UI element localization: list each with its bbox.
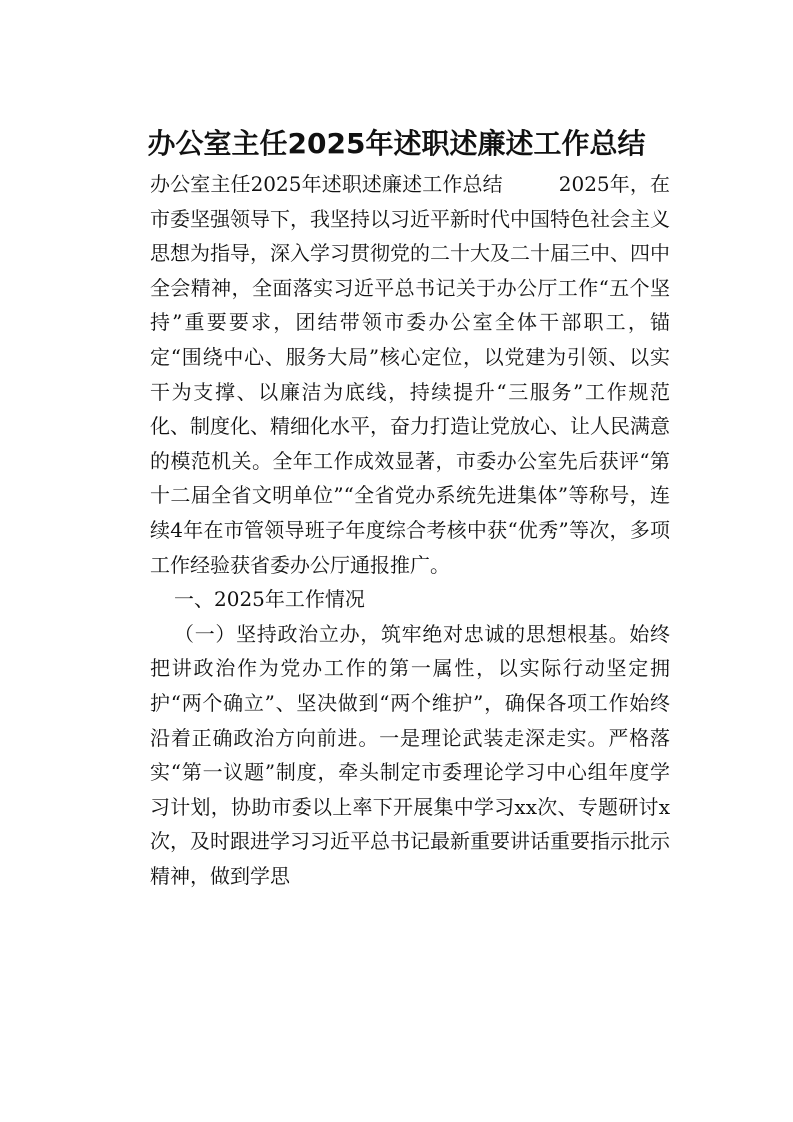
intro-heading: 办公室主任2025年述职述廉述工作总结: [150, 172, 503, 196]
document-title: 办公室主任2025年述职述廉述工作总结: [147, 127, 646, 160]
section-heading: 一、2025年工作情况: [174, 587, 365, 612]
intro-text: 2025年，在市委坚强领导下，我坚持以习近平新时代中国特色社会主义思想为指导，深入学习贯彻党的二十大及二十届三中、四中全会精神，全面落实习近平总书记关于办公厅工作“五个坚持”重要要求，团结带领市委办公室全体干部职工，锚定“围绕中心、服务大局”核心定位，以党建为引领、以实干为支撑、以廉洁为底线，持续提升“三服务”工作规范化、制度化、精细化水平，奋力打造让党放心、让人民满意的模范机关。全年工作成效显著，市委办公室先后获评“第十二届全省文明单位”“全省党办系统先进集体”等称号，连续4年在市管领导班子年度综合考核中获“优秀”等次，多项工作经验获省委办公厅通报推广。: [150, 172, 670, 577]
section-paragraph: （一）坚持政治立办，筑牢绝对忠诚的思想根基。始终把讲政治作为党办工作的第一属性，以实际行动坚定拥护“两个确立”、坚决做到“两个维护”，确保各项工作始终沿着正确政治方向前进。一是理论武装走深走实。严格落实“第一议题”制度，牵头制定市委理论学习中心组年度学习计划，协助市委以上率下开展集中学习xx次、专题研讨x次，及时跟进学习习近平总书记最新重要讲话重要指示批示精神，做到学思: [150, 621, 670, 888]
document-body: [150, 167, 670, 893]
intro-paragraph: [150, 167, 670, 582]
